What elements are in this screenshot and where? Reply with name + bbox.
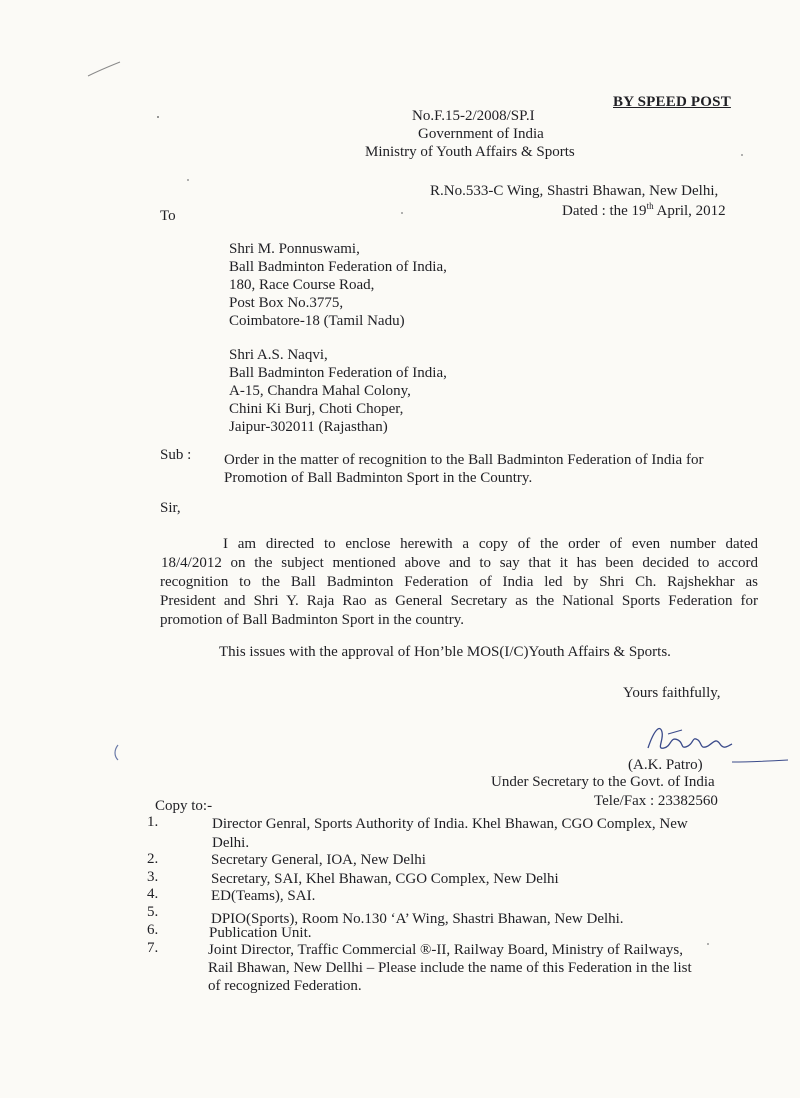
copy-item-number: 1.: [147, 814, 159, 830]
subject-line: Order in the matter of recognition to the Ball Badminton Federation of India for: [224, 452, 704, 468]
recipient-line: Jaipur-302011 (Rajasthan): [229, 419, 388, 435]
copy-item-line: Director Genral, Sports Authority of India. Khel Bhawan, CGO Complex, New: [212, 816, 688, 832]
recipient-line: Shri M. Ponnuswami,: [229, 241, 360, 257]
signatory-name: (A.K. Patro): [628, 757, 703, 773]
yours-faithfully: Yours faithfully,: [623, 685, 721, 701]
copy-item-line: Joint Director, Traffic Commercial ®-II, Railway Board, Ministry of Railways,: [208, 942, 684, 958]
recipient-line: A-15, Chandra Mahal Colony,: [229, 383, 411, 399]
copy-item-number: 6.: [147, 922, 159, 938]
date-suffix: April, 2012: [653, 203, 726, 219]
recipient-line: Ball Badminton Federation of India,: [229, 365, 447, 381]
copy-item-line: Secretary, SAI, Khel Bhawan, CGO Complex, New Delhi: [211, 871, 559, 887]
date-prefix: Dated : the 19: [562, 203, 647, 219]
copy-item-number: 5.: [147, 904, 159, 920]
body-line: recognition to the Ball Badminton Federation of India led by Shri Ch. Rajshekhar as: [160, 574, 758, 590]
copy-item-line: Publication Unit.: [209, 925, 312, 941]
salutation: Sir,: [160, 500, 181, 516]
ministry-line: Ministry of Youth Affairs & Sports: [365, 144, 575, 160]
approval-line: This issues with the approval of Hon’ble MOS(I/C)Youth Affairs & Sports.: [219, 644, 671, 660]
recipient-line: Shri A.S. Naqvi,: [229, 347, 328, 363]
office-address: R.No.533-C Wing, Shastri Bhawan, New Delhi,: [430, 183, 719, 199]
copy-item-number: 3.: [147, 869, 159, 885]
copy-item-line: ED(Teams), SAI.: [211, 888, 316, 904]
copy-item-number: 2.: [147, 851, 159, 867]
government-line: Government of India: [418, 126, 544, 142]
copy-item-line: of recognized Federation.: [208, 978, 362, 994]
copy-to-label: Copy to:-: [155, 798, 213, 814]
date-superscript: th: [646, 201, 654, 211]
body-line: promotion of Ball Badminton Sport in the country.: [160, 612, 464, 628]
recipient-line: Coimbatore-18 (Tamil Nadu): [229, 313, 405, 329]
copy-item-line: Secretary General, IOA, New Delhi: [211, 852, 426, 868]
recipient-line: Chini Ki Burj, Choti Choper,: [229, 401, 404, 417]
telefax: Tele/Fax : 23382560: [594, 793, 718, 809]
body-line: 18/4/2012 on the subject mentioned above and to say that it has been decided to accord: [161, 555, 758, 571]
to-label: To: [160, 208, 176, 224]
recipient-line: 180, Race Course Road,: [229, 277, 375, 293]
body-line: I am directed to enclose herewith a copy of the order of even number dated: [223, 536, 758, 552]
copy-item-line: Delhi.: [212, 835, 250, 851]
copy-item-number: 4.: [147, 886, 159, 902]
recipient-line: Post Box No.3775,: [229, 295, 344, 311]
signatory-designation: Under Secretary to the Govt. of India: [491, 774, 715, 790]
copy-item-number: 7.: [147, 940, 159, 956]
body-line: President and Shri Y. Raja Rao as General Secretary as the National Sports Federation for: [160, 593, 758, 609]
copy-item-line: Rail Bhawan, New Dellhi – Please include the name of this Federation in the list: [208, 960, 692, 976]
file-number: No.F.15-2/2008/SP.I: [412, 108, 535, 124]
speed-post-label: BY SPEED POST: [613, 94, 731, 110]
subject-label: Sub :: [160, 447, 192, 463]
subject-line: Promotion of Ball Badminton Sport in the Country.: [224, 470, 533, 486]
recipient-line: Ball Badminton Federation of India,: [229, 259, 447, 275]
copy-item-line: DPIO(Sports), Room No.130 ‘A’ Wing, Shastri Bhawan, New Delhi.: [211, 911, 624, 927]
